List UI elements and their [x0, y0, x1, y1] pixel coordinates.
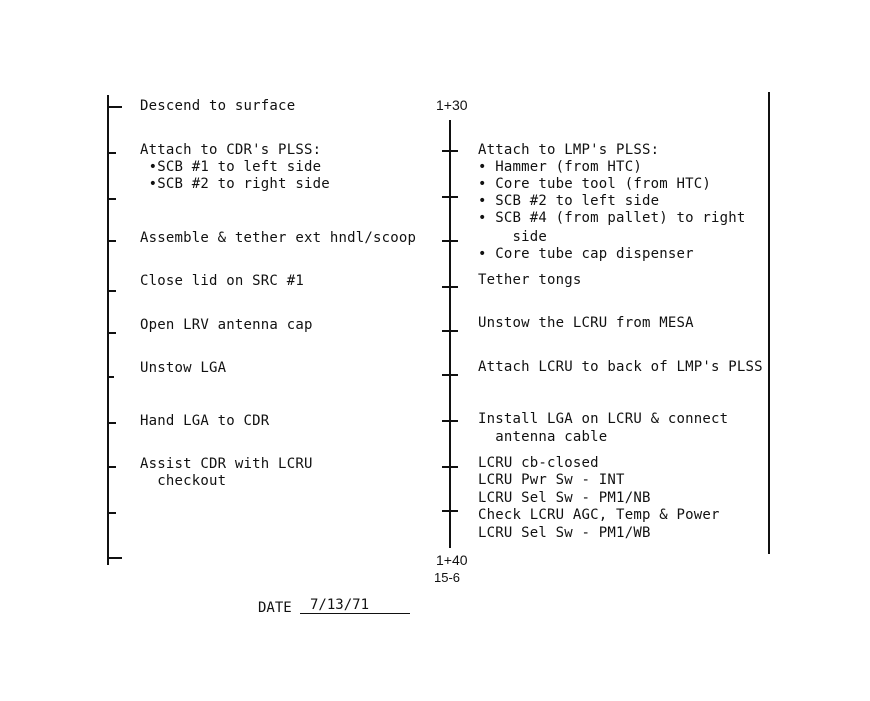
center-tick: [442, 240, 458, 242]
left-tick: [108, 198, 116, 200]
date-label: DATE: [258, 600, 292, 616]
date-value: 7/13/71: [300, 597, 410, 614]
center-tick: [442, 286, 458, 288]
lmp-item: • Core tube cap dispenser: [478, 246, 694, 262]
left-tick: [108, 466, 116, 468]
cdr-item: Descend to surface: [140, 98, 296, 114]
lmp-item: Attach LCRU to back of LMP's PLSS: [478, 359, 763, 375]
left-tick: [108, 376, 114, 378]
cdr-item: Close lid on SRC #1: [140, 273, 304, 289]
lmp-item: Tether tongs: [478, 272, 582, 288]
cdr-item: Hand LGA to CDR: [140, 413, 270, 429]
center-tick: [442, 150, 458, 152]
time-end: 1+40: [436, 552, 468, 568]
cdr-item: Attach to CDR's PLSS:: [140, 142, 322, 158]
page-number: 15-6: [434, 570, 461, 585]
lmp-item: LCRU Sel Sw - PM1/NB: [478, 490, 651, 506]
lmp-item: • Core tube tool (from HTC): [478, 176, 711, 192]
lmp-item: LCRU Sel Sw - PM1/WB: [478, 525, 651, 541]
cdr-item: Open LRV antenna cap: [140, 317, 313, 333]
left-tick: [108, 290, 116, 292]
left-tick: [108, 512, 116, 514]
center-tick: [442, 466, 458, 468]
center-tick: [442, 374, 458, 376]
center-tick: [442, 420, 458, 422]
cdr-item: •SCB #2 to right side: [140, 176, 330, 192]
left-tick: [108, 106, 122, 108]
center-timeline-bar: [449, 120, 451, 548]
lmp-item: LCRU cb-closed: [478, 455, 599, 471]
cdr-item: Assist CDR with LCRU: [140, 456, 313, 472]
lmp-item: side: [478, 229, 548, 245]
lmp-item: antenna cable: [478, 429, 608, 445]
lmp-item: • Hammer (from HTC): [478, 159, 642, 175]
cdr-item: Unstow LGA: [140, 360, 227, 376]
lmp-item: Install LGA on LCRU & connect: [478, 411, 729, 427]
right-border-bar: [768, 92, 770, 554]
left-tick: [108, 240, 116, 242]
cdr-item: checkout: [140, 473, 227, 489]
left-tick: [108, 152, 116, 154]
lmp-item: LCRU Pwr Sw - INT: [478, 472, 625, 488]
center-tick: [442, 330, 458, 332]
left-tick: [108, 332, 116, 334]
cdr-item: Assemble & tether ext hndl/scoop: [140, 230, 417, 246]
left-tick: [108, 422, 116, 424]
left-timeline-bar: [107, 95, 109, 565]
left-tick: [108, 557, 122, 559]
lmp-item: • SCB #4 (from pallet) to right: [478, 210, 746, 226]
lmp-item: Check LCRU AGC, Temp & Power: [478, 507, 720, 523]
center-tick: [442, 196, 458, 198]
cdr-item: •SCB #1 to left side: [140, 159, 322, 175]
center-tick: [442, 510, 458, 512]
time-start: 1+30: [436, 97, 468, 113]
lmp-item: • SCB #2 to left side: [478, 193, 660, 209]
lmp-item: Attach to LMP's PLSS:: [478, 142, 660, 158]
lmp-item: Unstow the LCRU from MESA: [478, 315, 694, 331]
